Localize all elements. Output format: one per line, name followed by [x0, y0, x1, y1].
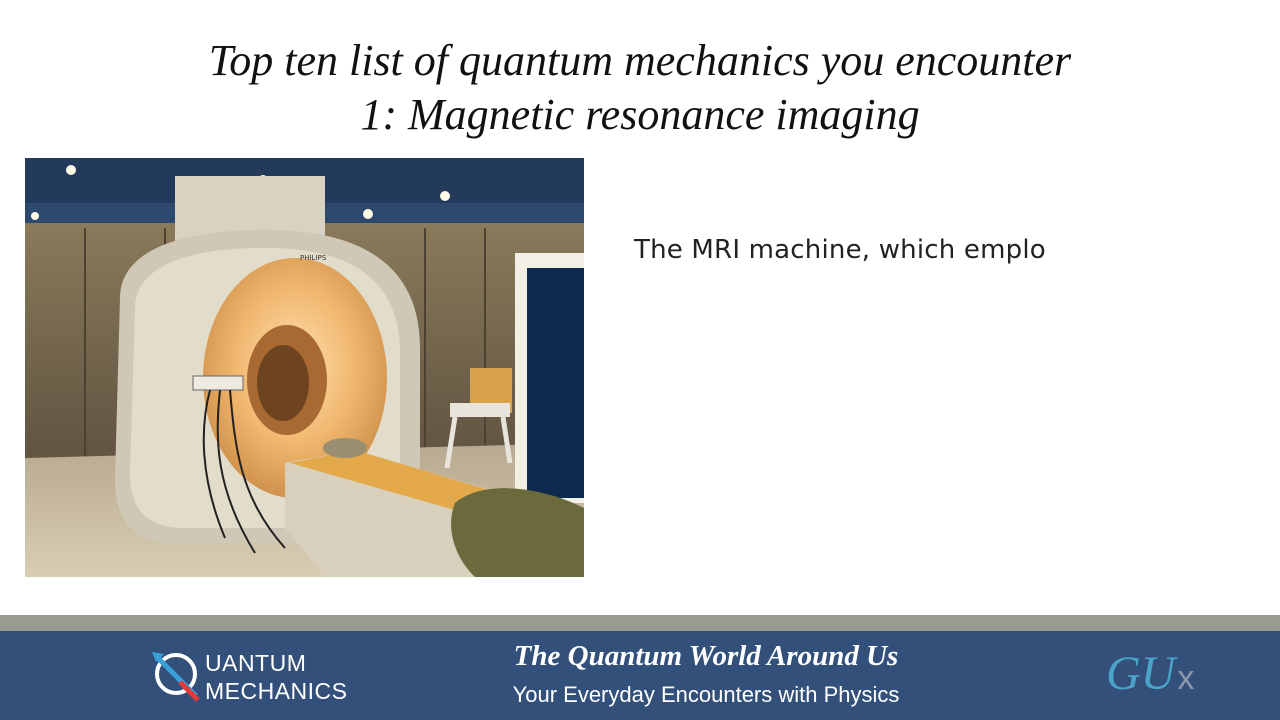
gux-logo-gu: GU — [1106, 647, 1176, 700]
philips-label: PHILIPS — [300, 254, 327, 262]
course-title: The Quantum World Around Us — [513, 640, 899, 672]
slide-title-line-2: 1: Magnetic resonance imaging — [360, 90, 920, 139]
gux-logo-x: x — [1177, 659, 1195, 697]
logo-text-mechanics: MECHANICS — [205, 678, 348, 704]
mri-machine-photo — [25, 158, 584, 577]
quantum-mechanics-logo — [150, 646, 380, 706]
slide-title-line-1: Top ten list of quantum mechanics you encounter — [208, 36, 1072, 85]
slide-title — [0, 34, 1280, 142]
course-subtitle: Your Everyday Encounters with Physics — [512, 682, 900, 707]
gux-logo — [1106, 646, 1194, 706]
footer-stripe — [0, 615, 1280, 631]
quantum-q-icon — [150, 646, 206, 706]
logo-text-quantum: UANTUM — [205, 650, 307, 676]
slide-body-text: The MRI machine, which emplo — [634, 235, 1046, 265]
